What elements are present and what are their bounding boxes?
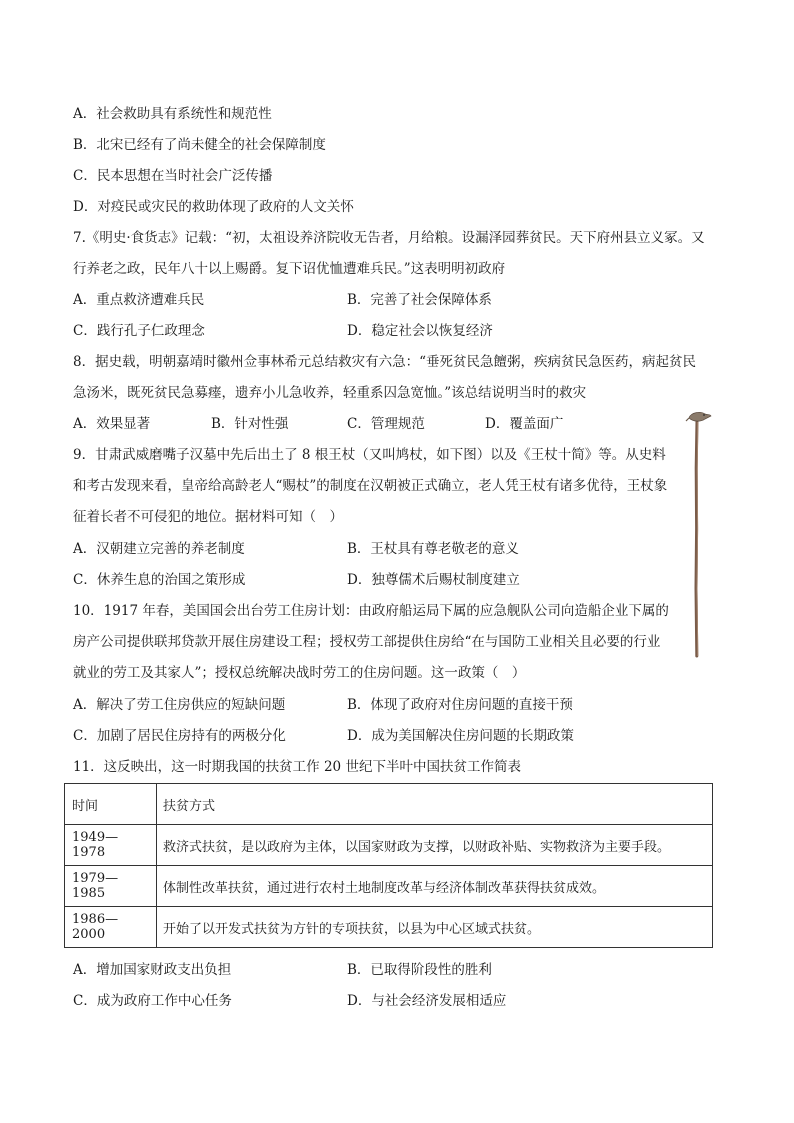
- q7-option-a: A．重点救济遭难兵民: [73, 292, 205, 308]
- table-cell-method: 开始了以开发式扶贫为方针的专项扶贫，以县为中心区域式扶贫。: [157, 907, 713, 948]
- q10-stem-line3: 就业的劳工及其家人”；授权总统解决战时劳工的住房问题。这一政策（ ）: [73, 665, 526, 681]
- q8-stem-line2: 急汤米，既死贫民急募瘗，遗弃小儿急收养，轻重系囚急宽恤。”该总结说明当时的救灾: [73, 385, 587, 401]
- table-cell-period: 1979—1985: [65, 866, 157, 907]
- table-cell-period: 1949—1978: [65, 825, 157, 866]
- q7-stem-line2: 行养老之政，民年八十以上赐爵。复下诏优恤遭难兵民。”这表明明初政府: [73, 261, 506, 277]
- q11-option-c: C．成为政府工作中心任务: [73, 993, 232, 1009]
- q8-option-d: D．覆盖面广: [485, 416, 564, 432]
- q11-option-b: B．已取得阶段性的胜利: [347, 962, 492, 978]
- q9-stem-line3: 征着长者不可侵犯的地位。据材料可知（ ）: [73, 509, 343, 525]
- q7-option-b: B．完善了社会保障体系: [347, 292, 492, 308]
- q11-option-d: D．与社会经济发展相适应: [347, 993, 507, 1009]
- q6-option-b: B．北宋已经有了尚未健全的社会保障制度: [73, 137, 326, 153]
- q10-option-a: A．解决了劳工住房供应的短缺问题: [73, 697, 286, 713]
- q6-option-a: A．社会救助具有系统性和规范性: [73, 106, 272, 122]
- table-row: [65, 866, 713, 907]
- q8-stem-line1: 8．据史载，明朝嘉靖时徽州佥事林希元总结救灾有六急：“垂死贫民急饘粥，疾病贫民急医药，病起贫民: [73, 354, 696, 370]
- q10-stem-line2: 房产公司提供联邦贷款开展住房建设工程；授权劳工部提供住房给“在与国防工业相关且必要的行业: [73, 634, 661, 650]
- q11-stem: 11．这反映出，这一时期我国的扶贫工作 20 世纪下半叶中国扶贫工作简表: [73, 759, 521, 775]
- q10-stem-line1: 10．1917 年春，美国国会出台劳工住房计划：由政府船运局下属的应急舰队公司向造船企业下属的: [73, 603, 669, 619]
- q10-option-c: C．加剧了居民住房持有的两极分化: [73, 728, 286, 744]
- table-cell-method: 体制性改革扶贫，通过进行农村土地制度改革与经济体制改革获得扶贫成效。: [157, 866, 713, 907]
- q7-option-d: D．稳定社会以恢复经济: [347, 323, 493, 339]
- q11-option-a: A．增加国家财政支出负担: [73, 962, 232, 978]
- q9-option-b: B．王杖具有尊老敬老的意义: [347, 541, 519, 557]
- q6-option-d: D．对疫民或灾民的救助体现了政府的人文关怀: [73, 199, 354, 215]
- q9-option-d: D．独尊儒术后赐杖制度建立: [347, 572, 520, 588]
- q9-stem-line2: 和考古发现来看，皇帝给高龄老人“赐杖”的制度在汉朝被正式确立，老人凭王杖有诸多优待，王杖象: [73, 478, 668, 494]
- q10-option-b: B．体现了政府对住房问题的直接干预: [347, 697, 573, 713]
- table-row: [65, 825, 713, 866]
- table-cell-method: 救济式扶贫，是以政府为主体，以国家财政为支撑，以财政补贴、实物救济为主要手段。: [157, 825, 713, 866]
- q8-option-a: A．效果显著: [73, 416, 151, 432]
- table-cell-period: 1986—2000: [65, 907, 157, 948]
- q9-stem-line1: 9．甘肃武威磨嘴子汉墓中先后出土了 8 根王杖（又叫鸠杖，如下图）以及《王杖十简》等。从史料: [73, 447, 666, 463]
- q10-option-d: D．成为美国解决住房问题的长期政策: [347, 728, 574, 744]
- table-row: [65, 907, 713, 948]
- table-header-cell: 扶贫方式: [157, 784, 713, 825]
- poverty-alleviation-table: [64, 783, 713, 948]
- q7-option-c: C．践行孔子仁政理念: [73, 323, 205, 339]
- q8-option-b: B．针对性强: [211, 416, 289, 432]
- q9-option-a: A．汉朝建立完善的养老制度: [73, 541, 245, 557]
- wang-staff-image: [683, 408, 713, 658]
- q9-option-c: C．休养生息的治国之策形成: [73, 572, 246, 588]
- q6-option-c: C．民本思想在当时社会广泛传播: [73, 168, 273, 184]
- q7-stem-line1: 7.《明史·食货志》记载：“初，太祖设养济院收无告者，月给粮。设漏泽园葬贫民。天下府州县立义冢。又: [73, 230, 705, 246]
- table-header-cell: 时间: [65, 784, 157, 825]
- table-header-row: [65, 784, 713, 825]
- q8-option-c: C．管理规范: [347, 416, 425, 432]
